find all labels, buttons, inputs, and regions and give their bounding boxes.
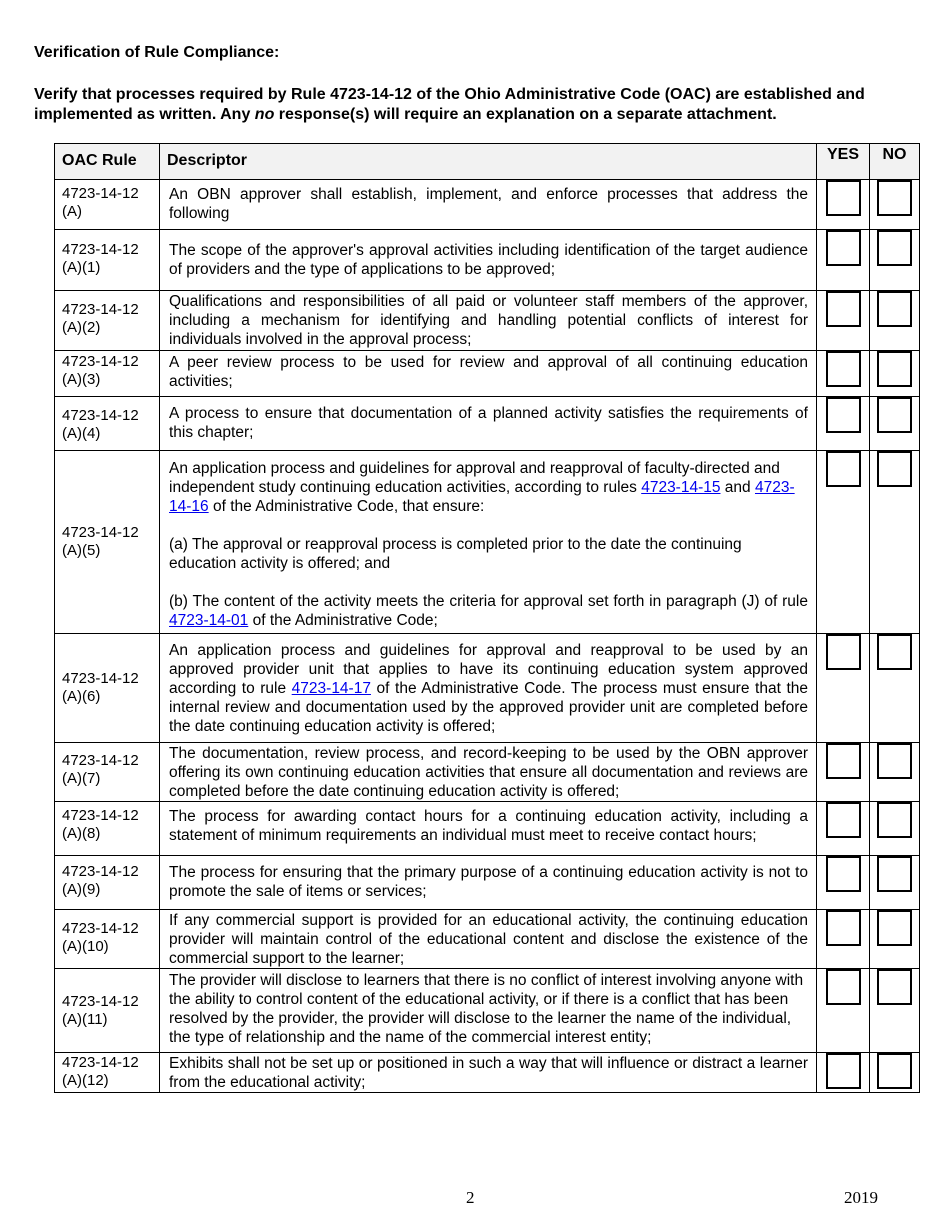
yes-cell bbox=[817, 910, 870, 969]
descriptor-cell: A process to ensure that documentation of a planned activity satisfies the requirements of this chapter; bbox=[160, 397, 817, 451]
rule-link-4723-14-17[interactable]: 4723-14-17 bbox=[291, 680, 371, 697]
no-cell bbox=[870, 451, 920, 634]
table-row bbox=[55, 802, 920, 856]
table-row bbox=[55, 856, 920, 910]
instructions-text-end: response(s) will require an explanation on a separate attachment. bbox=[274, 106, 777, 123]
rule-cell: 4723-14-12 (A)(6) bbox=[55, 634, 160, 743]
rule-cell: 4723-14-12 (A)(5) bbox=[55, 451, 160, 634]
instructions-text: Verify that processes required by Rule 4723-14-12 of the Ohio Administrative Code (OAC) are established and implemented as written. Any bbox=[34, 86, 865, 123]
descriptor-text: of the Administrative Code, that ensure: bbox=[208, 498, 485, 515]
descriptor-cell: Qualifications and responsibilities of all paid or volunteer staff members of the approver, including a mechanism for identifying and handling potential conflicts of interest for individuals involved in the approval process; bbox=[160, 291, 817, 351]
table-row bbox=[55, 291, 920, 351]
table-row bbox=[55, 230, 920, 291]
page-number: 2 bbox=[466, 1188, 475, 1207]
compliance-table bbox=[54, 143, 920, 1093]
footer-year: 2019 bbox=[844, 1188, 878, 1207]
yes-cell bbox=[817, 397, 870, 451]
no-checkbox[interactable] bbox=[877, 451, 912, 487]
no-checkbox[interactable] bbox=[877, 856, 912, 892]
yes-checkbox[interactable] bbox=[826, 634, 861, 670]
yes-checkbox[interactable] bbox=[826, 1053, 861, 1089]
yes-checkbox[interactable] bbox=[826, 291, 861, 327]
rule-cell: 4723-14-12 (A)(7) bbox=[55, 743, 160, 802]
descriptor-text: An application process and guidelines for approval and reapproval to be used by an approved provider unit that applies to have its continuing education system approved according to rule bbox=[169, 642, 808, 697]
rule-cell: 4723-14-12 (A) bbox=[55, 180, 160, 230]
no-cell bbox=[870, 910, 920, 969]
no-cell bbox=[870, 969, 920, 1053]
table-row bbox=[55, 1053, 920, 1093]
descriptor-cell: The provider will disclose to learners that there is no conflict of interest involving anyone with the ability to control content of the educational activity, or if there is a conflict that has been resolved by the provider, the provider will disclose to the learner the name of the individual, the type of relationship and the name of the commercial interest entity; bbox=[160, 969, 817, 1053]
descriptor-paragraph: (a) The approval or reapproval process is completed prior to the date the continuing education activity is offered; and bbox=[169, 536, 742, 572]
descriptor-text: (b) The content of the activity meets the criteria for approval set forth in paragraph (J) of rule bbox=[169, 593, 808, 610]
yes-checkbox[interactable] bbox=[826, 743, 861, 779]
yes-checkbox[interactable] bbox=[826, 180, 861, 216]
header-descriptor: Descriptor bbox=[160, 144, 817, 180]
no-checkbox[interactable] bbox=[877, 802, 912, 838]
no-checkbox[interactable] bbox=[877, 351, 912, 387]
descriptor-cell: A peer review process to be used for review and approval of all continuing education activities; bbox=[160, 351, 817, 397]
descriptor-text: of the Administrative Code; bbox=[248, 612, 438, 629]
no-cell bbox=[870, 1053, 920, 1093]
rule-cell: 4723-14-12 (A)(8) bbox=[55, 802, 160, 856]
instructions bbox=[34, 85, 914, 125]
no-checkbox[interactable] bbox=[877, 397, 912, 433]
rule-cell: 4723-14-12 (A)(10) bbox=[55, 910, 160, 969]
rule-cell: 4723-14-12 (A)(12) bbox=[55, 1053, 160, 1093]
yes-cell bbox=[817, 743, 870, 802]
no-cell bbox=[870, 856, 920, 910]
rule-cell: 4723-14-12 (A)(9) bbox=[55, 856, 160, 910]
table-row bbox=[55, 910, 920, 969]
no-cell bbox=[870, 291, 920, 351]
yes-cell bbox=[817, 802, 870, 856]
descriptor-cell: The documentation, review process, and record-keeping to be used by the OBN approver offering its own continuing education activities that ensure all documentation and reviews are completed before the date continuing education activity is offered; bbox=[160, 743, 817, 802]
no-cell bbox=[870, 397, 920, 451]
no-checkbox[interactable] bbox=[877, 291, 912, 327]
rule-cell: 4723-14-12 (A)(3) bbox=[55, 351, 160, 397]
descriptor-cell bbox=[160, 451, 817, 634]
no-checkbox[interactable] bbox=[877, 743, 912, 779]
descriptor-text: An application process and guidelines for approval and reapproval of faculty-directed and independent study continuing education activities, according to rules bbox=[169, 460, 780, 496]
descriptor-paragraph bbox=[169, 459, 808, 516]
rule-link-4723-14-01[interactable]: 4723-14-01 bbox=[169, 612, 249, 629]
no-cell bbox=[870, 743, 920, 802]
no-cell bbox=[870, 230, 920, 291]
yes-checkbox[interactable] bbox=[826, 969, 861, 1005]
table-row bbox=[55, 180, 920, 230]
yes-cell bbox=[817, 180, 870, 230]
header-oac-rule: OAC Rule bbox=[55, 144, 160, 180]
table-row bbox=[55, 451, 920, 634]
no-cell bbox=[870, 351, 920, 397]
yes-cell bbox=[817, 291, 870, 351]
no-cell bbox=[870, 802, 920, 856]
rule-cell: 4723-14-12 (A)(4) bbox=[55, 397, 160, 451]
header-no: NO bbox=[870, 144, 920, 180]
descriptor-cell bbox=[160, 634, 817, 743]
header-yes: YES bbox=[817, 144, 870, 180]
no-checkbox[interactable] bbox=[877, 634, 912, 670]
descriptor-cell: Exhibits shall not be set up or positioned in such a way that will influence or distract a learner from the educational activity; bbox=[160, 1053, 817, 1093]
no-checkbox[interactable] bbox=[877, 180, 912, 216]
descriptor-text: of the Administrative Code. The process must ensure that the internal review and documentation used by the approved provider unit are completed before the date continuing education activity is offered; bbox=[169, 680, 808, 735]
descriptor-cell: The process for awarding contact hours for a continuing education activity, including a statement of minimum requirements an individual must meet to receive contact hours; bbox=[160, 802, 817, 856]
descriptor-cell: The process for ensuring that the primary purpose of a continuing education activity is not to promote the sale of items or services; bbox=[160, 856, 817, 910]
yes-cell bbox=[817, 1053, 870, 1093]
yes-checkbox[interactable] bbox=[826, 230, 861, 266]
descriptor-cell: If any commercial support is provided for an educational activity, the continuing education provider will maintain control of the educational content and disclose the existence of the commercial support to the learner; bbox=[160, 910, 817, 969]
rule-link-4723-14-15[interactable]: 4723-14-15 bbox=[641, 479, 721, 496]
yes-cell bbox=[817, 351, 870, 397]
descriptor-text: and bbox=[720, 479, 755, 496]
yes-checkbox[interactable] bbox=[826, 856, 861, 892]
no-checkbox[interactable] bbox=[877, 230, 912, 266]
no-checkbox[interactable] bbox=[877, 969, 912, 1005]
yes-cell bbox=[817, 856, 870, 910]
yes-cell bbox=[817, 634, 870, 743]
yes-checkbox[interactable] bbox=[826, 351, 861, 387]
section-heading: Verification of Rule Compliance: bbox=[34, 44, 280, 61]
instructions-emphasis: no bbox=[254, 106, 275, 123]
no-checkbox[interactable] bbox=[877, 910, 912, 946]
table-row bbox=[55, 397, 920, 451]
rule-cell: 4723-14-12 (A)(2) bbox=[55, 291, 160, 351]
descriptor-cell: The scope of the approver's approval activities including identification of the target audience of providers and the type of applications to be approved; bbox=[160, 230, 817, 291]
descriptor-paragraph bbox=[169, 592, 808, 630]
yes-cell bbox=[817, 969, 870, 1053]
yes-checkbox[interactable] bbox=[826, 910, 861, 946]
no-cell bbox=[870, 180, 920, 230]
table-row bbox=[55, 743, 920, 802]
rule-cell: 4723-14-12 (A)(11) bbox=[55, 969, 160, 1053]
descriptor-cell: An OBN approver shall establish, implement, and enforce processes that address the following bbox=[160, 180, 817, 230]
no-checkbox[interactable] bbox=[877, 1053, 912, 1089]
table-header-row bbox=[55, 144, 920, 180]
rule-cell: 4723-14-12 (A)(1) bbox=[55, 230, 160, 291]
yes-cell bbox=[817, 451, 870, 634]
rule-link-4723-14-16[interactable]: 4723-14-16 bbox=[169, 479, 795, 515]
table-row bbox=[55, 351, 920, 397]
yes-checkbox[interactable] bbox=[826, 451, 861, 487]
table-row bbox=[55, 634, 920, 743]
table-row bbox=[55, 969, 920, 1053]
yes-checkbox[interactable] bbox=[826, 802, 861, 838]
yes-checkbox[interactable] bbox=[826, 397, 861, 433]
no-cell bbox=[870, 634, 920, 743]
yes-cell bbox=[817, 230, 870, 291]
